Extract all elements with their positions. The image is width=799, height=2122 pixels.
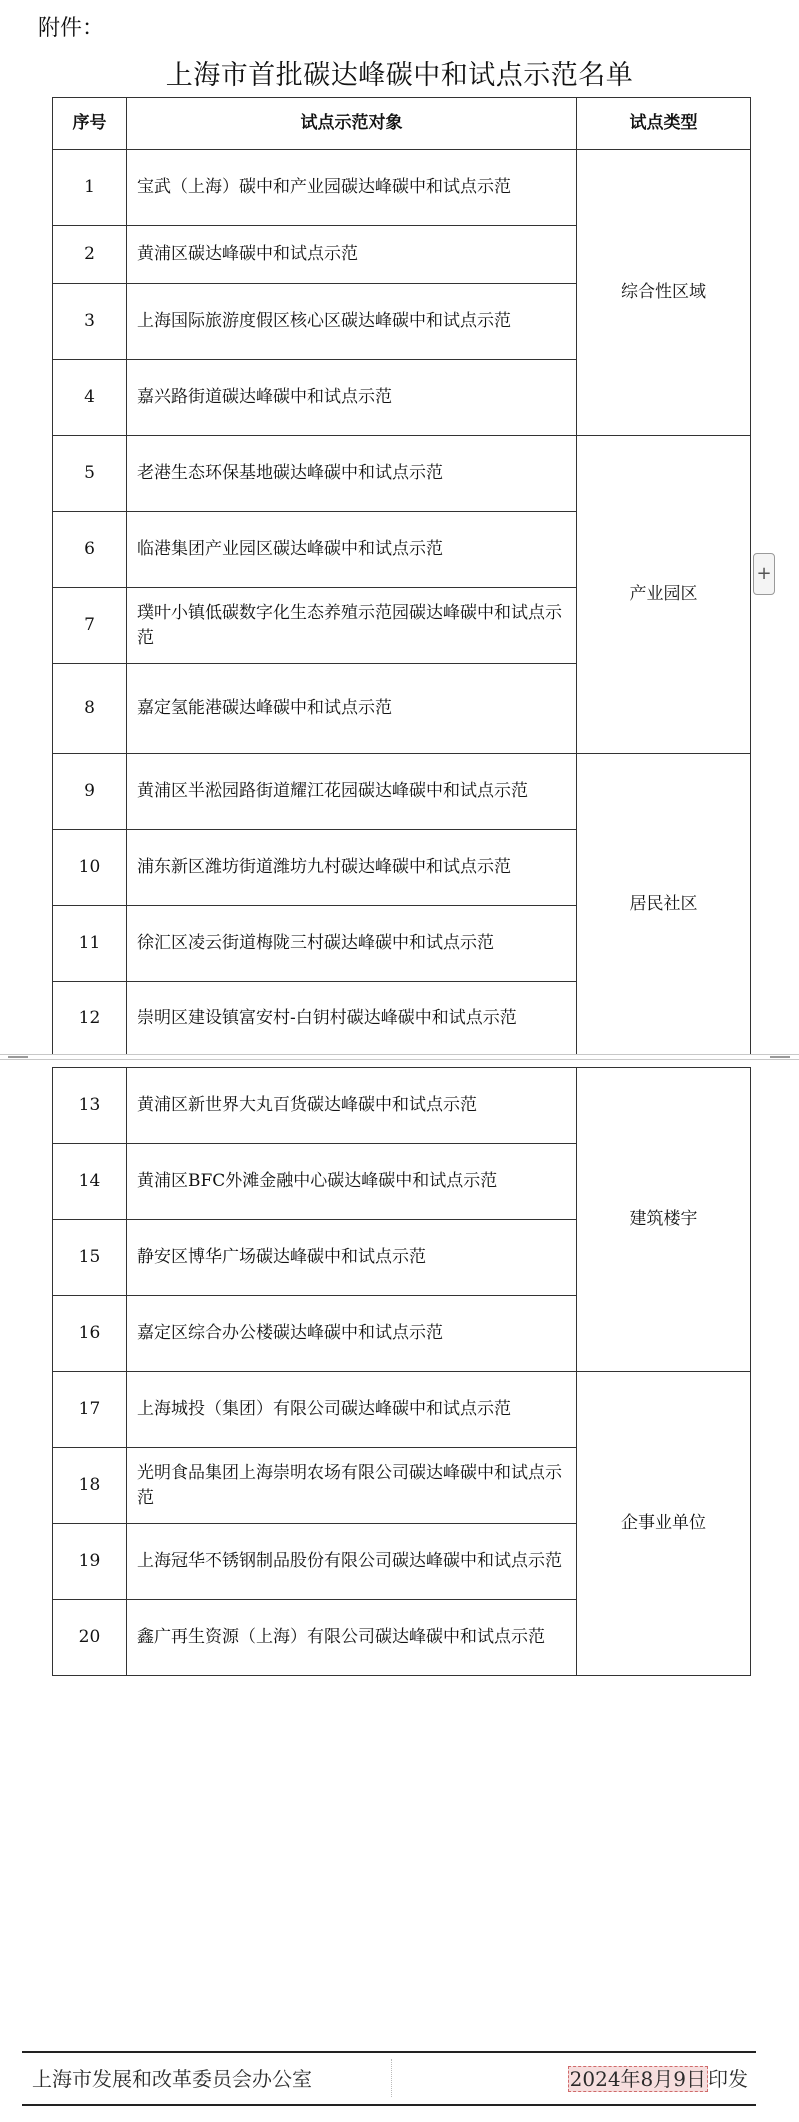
row-pilot-name: 璞叶小镇低碳数字化生态养殖示范园碳达峰碳中和试点示范 <box>127 588 577 664</box>
row-number: 12 <box>53 982 127 1055</box>
row-number: 4 <box>53 360 127 436</box>
footer-divider <box>391 2059 392 2097</box>
header-pilot-object: 试点示范对象 <box>127 98 577 150</box>
row-number: 13 <box>53 1068 127 1144</box>
row-number: 1 <box>53 150 127 226</box>
row-pilot-name: 黄浦区碳达峰碳中和试点示范 <box>127 226 577 284</box>
page-break-line <box>0 1059 799 1060</box>
category-cell: 企事业单位 <box>577 1372 751 1676</box>
category-cell: 产业园区 <box>577 436 751 754</box>
row-number: 3 <box>53 284 127 360</box>
row-number: 15 <box>53 1220 127 1296</box>
row-pilot-name: 浦东新区潍坊街道潍坊九村碳达峰碳中和试点示范 <box>127 830 577 906</box>
row-pilot-name: 徐汇区凌云街道梅陇三村碳达峰碳中和试点示范 <box>127 906 577 982</box>
category-cell: 建筑楼宇 <box>577 1068 751 1372</box>
row-number: 10 <box>53 830 127 906</box>
footer-organization: 上海市发展和改革委员会办公室 <box>32 2067 312 2091</box>
row-pilot-name: 鑫广再生资源（上海）有限公司碳达峰碳中和试点示范 <box>127 1600 577 1676</box>
row-number: 6 <box>53 512 127 588</box>
page-title: 上海市首批碳达峰碳中和试点示范名单 <box>165 60 634 91</box>
row-pilot-name: 嘉定氢能港碳达峰碳中和试点示范 <box>127 664 577 754</box>
row-pilot-name: 上海城投（集团）有限公司碳达峰碳中和试点示范 <box>127 1372 577 1448</box>
row-pilot-name: 崇明区建设镇富安村-白钥村碳达峰碳中和试点示范 <box>127 982 577 1055</box>
row-number: 2 <box>53 226 127 284</box>
row-pilot-name: 嘉定区综合办公楼碳达峰碳中和试点示范 <box>127 1296 577 1372</box>
table-row <box>53 1372 751 1448</box>
row-pilot-name: 黄浦区半淞园路街道耀江花园碳达峰碳中和试点示范 <box>127 754 577 830</box>
row-number: 16 <box>53 1296 127 1372</box>
row-pilot-name: 静安区博华广场碳达峰碳中和试点示范 <box>127 1220 577 1296</box>
row-pilot-name: 老港生态环保基地碳达峰碳中和试点示范 <box>127 436 577 512</box>
row-number: 8 <box>53 664 127 754</box>
row-pilot-name: 上海冠华不锈钢制品股份有限公司碳达峰碳中和试点示范 <box>127 1524 577 1600</box>
category-cell: 居民社区 <box>577 754 751 1055</box>
row-pilot-name: 宝武（上海）碳中和产业园碳达峰碳中和试点示范 <box>127 150 577 226</box>
row-number: 7 <box>53 588 127 664</box>
row-number: 11 <box>53 906 127 982</box>
attachment-label: 附件： <box>38 16 105 41</box>
row-pilot-name: 上海国际旅游度假区核心区碳达峰碳中和试点示范 <box>127 284 577 360</box>
footer-issuer-bar <box>22 2051 756 2106</box>
issue-date-field[interactable]: 2024年8月9日 <box>569 2067 706 2091</box>
row-number: 17 <box>53 1372 127 1448</box>
table-row <box>53 754 751 830</box>
row-pilot-name: 黄浦区新世界大丸百货碳达峰碳中和试点示范 <box>127 1068 577 1144</box>
pilot-list-table-part-1 <box>52 97 751 1055</box>
page-break-line <box>0 1054 799 1055</box>
header-number: 序号 <box>53 98 127 150</box>
table-row <box>53 1068 751 1144</box>
page-break-marker <box>8 1056 28 1058</box>
footer-issue-date <box>568 2065 748 2093</box>
row-number: 14 <box>53 1144 127 1220</box>
pilot-list-table-part-2 <box>52 1067 751 1676</box>
row-number: 18 <box>53 1448 127 1524</box>
row-pilot-name: 黄浦区BFC外滩金融中心碳达峰碳中和试点示范 <box>127 1144 577 1220</box>
row-number: 20 <box>53 1600 127 1676</box>
row-pilot-name: 嘉兴路街道碳达峰碳中和试点示范 <box>127 360 577 436</box>
row-pilot-name: 光明食品集团上海崇明农场有限公司碳达峰碳中和试点示范 <box>127 1448 577 1524</box>
page-break <box>0 1051 799 1063</box>
issue-suffix: 印发 <box>708 2067 748 2091</box>
row-number: 19 <box>53 1524 127 1600</box>
table-row <box>53 436 751 512</box>
row-number: 5 <box>53 436 127 512</box>
row-number: 9 <box>53 754 127 830</box>
table-row <box>53 150 751 226</box>
table-header-row <box>53 98 751 150</box>
header-pilot-type: 试点类型 <box>577 98 751 150</box>
expand-plus-button[interactable]: + <box>753 553 775 595</box>
row-pilot-name: 临港集团产业园区碳达峰碳中和试点示范 <box>127 512 577 588</box>
category-cell: 综合性区域 <box>577 150 751 436</box>
page-break-marker <box>770 1056 790 1058</box>
